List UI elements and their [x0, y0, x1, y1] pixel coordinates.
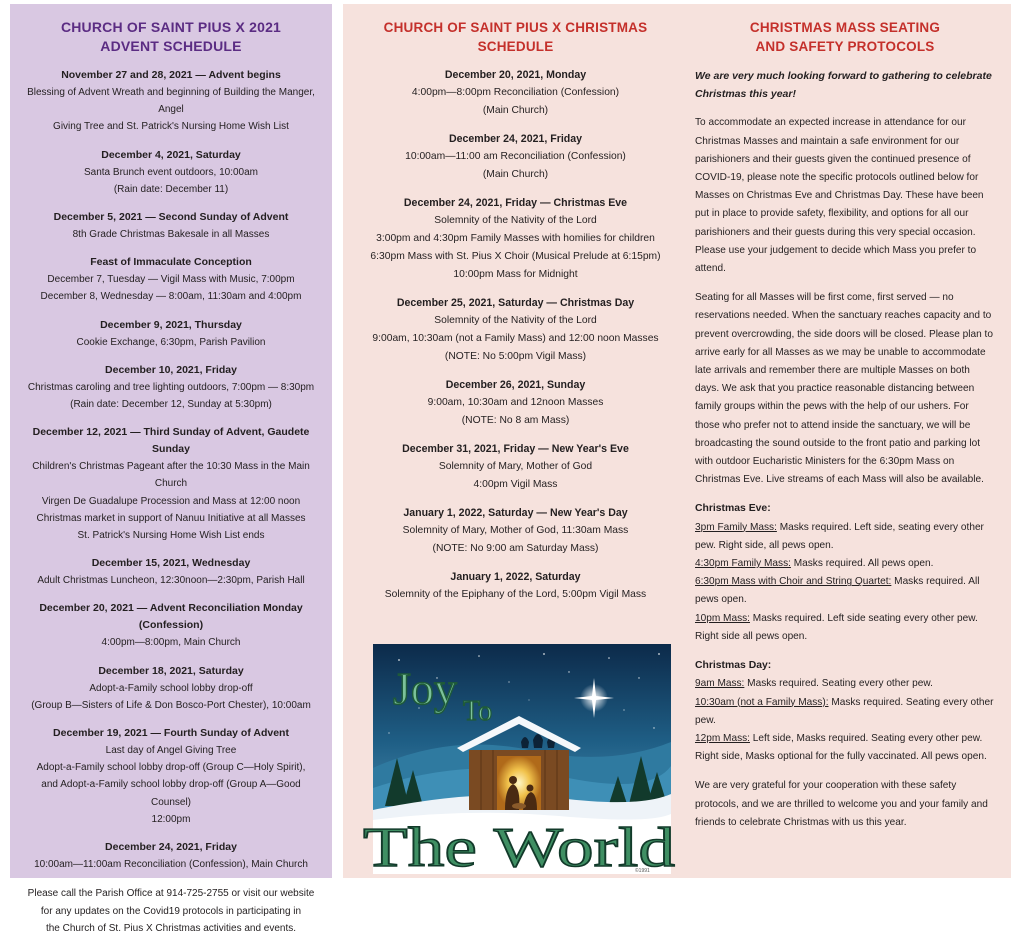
advent-title: [20, 18, 322, 56]
entry-detail-line: (NOTE: No 5:00pm Vigil Mass): [444, 351, 587, 362]
entry-detail-line: (Rain date: December 12, Sunday at 5:30pm): [70, 399, 272, 411]
entry-detail-line: (Main Church): [482, 105, 549, 116]
entry-detail-line: Solemnity of the Nativity of the Lord: [434, 215, 597, 226]
entry-detail-line: (Rain date: December 11): [113, 183, 229, 195]
contact-line: Please call the Parish Office at 914-725-2755 or visit our website: [27, 888, 315, 900]
mass-seating-rule: [695, 519, 995, 555]
mass-seating-details: Masks required. Left side seating every other pew. Right side all pews open.: [695, 612, 978, 642]
mass-seating-details: Masks required. All pews open.: [790, 558, 934, 570]
copyright-mark: ©1991: [635, 868, 650, 874]
word-the-world: The World: [363, 817, 675, 879]
christmas-schedule-list: [353, 66, 678, 604]
entry-detail-line: Adopt-a-Family school lobby drop-off: [89, 682, 253, 694]
advent-title-line1: CHURCH OF SAINT PIUS X 2021: [60, 19, 282, 35]
mass-time-label: 10pm Mass:: [695, 612, 750, 624]
mass-seating-details: Masks required. Seating every other pew.: [695, 696, 994, 726]
christmas-schedule-title: CHURCH OF SAINT PIUS X CHRISTMAS SCHEDULE: [383, 20, 648, 54]
mass-seating-details: Left side, Masks required. Seating every other pew. Right side, Masks optional for the fully vaccinated. All pews open.: [695, 732, 987, 763]
entry-detail-line: (Main Church): [482, 169, 549, 180]
entry-detail-line: Solemnity of the Epiphany of the Lord, 5:00pm Vigil Mass: [384, 589, 647, 600]
entry-date-heading: December 24, 2021, Friday — Christmas Eve: [403, 197, 628, 209]
entry-detail-line: 4:00pm—8:00pm Reconciliation (Confession): [411, 87, 620, 98]
entry-detail-line: Children's Christmas Pageant after the 10:30 Mass in the Main Church: [32, 461, 310, 490]
entry-date-heading: December 10, 2021, Friday: [105, 363, 237, 376]
safety-protocols-column: [695, 18, 995, 843]
word-joy: Joy: [393, 663, 457, 714]
mass-seating-rule: [695, 730, 995, 766]
schedule-entry: [20, 725, 322, 828]
mass-seating-rule: [695, 555, 995, 573]
entry-detail-line: Christmas caroling and tree lighting outdoors, 7:00pm — 8:30pm: [27, 381, 315, 393]
entry-date-heading: December 18, 2021, Saturday: [98, 664, 244, 677]
entry-date-heading: January 1, 2022, Saturday: [450, 571, 581, 583]
entry-date-heading: December 19, 2021 — Fourth Sunday of Advent: [53, 727, 289, 740]
entry-detail-line: and Adopt-a-Family school lobby drop-off (Group A—Good Counsel): [41, 779, 301, 808]
entry-detail-line: (Group B—Sisters of Life & Don Bosco-Port Chester), 10:00am: [31, 699, 311, 711]
entry-detail-line: Solemnity of the Nativity of the Lord: [434, 315, 597, 326]
entry-detail-line: 10:00am—11:00 am Reconciliation (Confession): [405, 151, 626, 162]
entry-detail-line: (NOTE: No 9:00 am Saturday Mass): [432, 543, 599, 554]
contact-line: for any updates on the Covid19 protocols in participating in: [40, 905, 302, 917]
entry-date-heading: December 12, 2021 — Third Sunday of Advent, Gaudete Sunday: [32, 426, 310, 456]
mass-seating-rule: [695, 694, 995, 730]
mass-time-label: 4:30pm Family Mass:: [695, 558, 791, 570]
entry-date-heading: December 20, 2021, Monday: [444, 69, 587, 81]
schedule-entry: [20, 555, 322, 589]
protocols-closing: We are very grateful for your cooperation with these safety protocols, and we are thrilled to welcome you and your family and friends to celebrate Christmas with us this year.: [695, 780, 988, 828]
entry-detail-line: Adult Christmas Luncheon, 12:30noon—2:30pm, Parish Hall: [37, 575, 305, 587]
christmas-panel: [343, 4, 1011, 878]
entry-detail-line: Virgen De Guadalupe Procession and Mass at 12:00 noon: [41, 495, 301, 507]
entry-date-heading: November 27 and 28, 2021 — Advent begins: [61, 69, 281, 81]
word-to: To: [463, 696, 493, 727]
entry-detail-line: 4:00pm—8:00pm, Main Church: [101, 637, 241, 649]
nativity-scene-image: [359, 638, 679, 879]
mass-time-label: 12pm Mass:: [695, 732, 750, 744]
entry-detail-line: 6:30pm Mass with St. Pius X Choir (Musical Prelude at 6:15pm): [370, 251, 661, 262]
schedule-entry: [20, 600, 322, 651]
entry-detail-line: 10:00am—11:00am Reconciliation (Confession), Main Church: [34, 859, 308, 871]
protocols-paragraph-seating: Seating for all Masses will be first come, first served — no reservations needed. When the sanctuary reaches capacity and to prevent overcrowding, the side doors will be closed. Please plan to arrive early for all Masses as we may be unable to accommodate late arrivals and remember there are multiple Masses on both days. We ask that you practice reasonable distancing between family groups within the pews with the help of our ushers. For those who prefer not to attend inside the sanctuary, we will be broadcasting the sound outside to the front patio and parking lot with outdoor Eucharistic Ministers for the 6:30pm Mass on Christmas Eve. Live streams of each Mass will also be available.: [695, 292, 993, 486]
advent-schedule-panel: [10, 4, 332, 935]
protocols-title-line1: CHRISTMAS MASS SEATING: [749, 20, 941, 35]
mass-seating-details: Masks required. Seating every other pew.: [744, 678, 933, 690]
entry-date-heading: December 26, 2021, Sunday: [445, 379, 586, 391]
advent-contact-note: [20, 885, 322, 938]
christmas-day-mass-list: [695, 675, 995, 766]
schedule-entry: [20, 663, 322, 714]
schedule-entry: [20, 254, 322, 305]
protocols-intro: We are very much looking forward to gathering to celebrate Christmas this year!: [695, 70, 992, 101]
entry-detail-line: Santa Brunch event outdoors, 10:00am: [83, 166, 258, 178]
entry-detail-line: Last day of Angel Giving Tree: [105, 745, 237, 757]
christmas-eve-mass-list: [695, 519, 995, 646]
mass-time-label: 3pm Family Mass:: [695, 521, 777, 533]
entry-detail-line: 9:00am, 10:30am and 12noon Masses: [427, 397, 604, 408]
entry-detail-line: 12:00pm: [151, 813, 191, 825]
entry-date-heading: December 15, 2021, Wednesday: [91, 557, 251, 570]
entry-detail-line: Christmas market in support of Nanuu Initiative at all Masses: [36, 512, 306, 524]
entry-date-heading: December 5, 2021 — Second Sunday of Advent: [53, 211, 289, 224]
mass-seating-details: Masks required. Left side, seating every other pew. Right side, all pews open.: [695, 521, 984, 551]
entry-detail-line: December 8, Wednesday — 8:00am, 11:30am and 4:00pm: [40, 291, 302, 303]
entry-date-heading: December 24, 2021, Friday: [448, 133, 583, 145]
schedule-entry: [353, 130, 678, 184]
schedule-entry: [353, 194, 678, 284]
schedule-entry: [353, 504, 678, 558]
schedule-entry: [353, 568, 678, 604]
mass-time-label: 10:30am (not a Family Mass):: [695, 696, 829, 708]
entry-date-heading: January 1, 2022, Saturday — New Year's Day: [403, 507, 628, 519]
schedule-entry: [20, 147, 322, 198]
schedule-entry: [20, 839, 322, 873]
entry-date-heading: December 25, 2021, Saturday — Christmas Day: [396, 297, 635, 309]
protocols-body: [695, 67, 995, 832]
schedule-entry: [353, 66, 678, 120]
entry-detail-line: Giving Tree and St. Patrick's Nursing Home Wish List: [53, 121, 289, 133]
mass-time-label: 9am Mass:: [695, 678, 745, 690]
entry-detail-line: Cookie Exchange, 6:30pm, Parish Pavilion: [76, 336, 266, 348]
entry-detail-line: Blessing of Advent Wreath and beginning of Building the Manger, Angel: [27, 87, 315, 116]
christmas-eve-heading: Christmas Eve:: [695, 503, 771, 515]
schedule-entry: [20, 362, 322, 413]
advent-title-line2: ADVENT SCHEDULE: [100, 38, 242, 54]
schedule-entry: [20, 424, 322, 544]
entry-date-heading: December 24, 2021, Friday: [105, 841, 237, 854]
protocols-title-line2: AND SAFETY PROTOCOLS: [755, 39, 935, 54]
schedule-entry: [20, 209, 322, 243]
entry-date-heading: December 20, 2021 — Advent Reconciliation Monday (Confession): [39, 602, 303, 632]
christmas-schedule-column: [353, 18, 678, 604]
entry-detail-line: 4:00pm Vigil Mass: [473, 479, 558, 490]
entry-date-heading: Feast of Immaculate Conception: [90, 256, 252, 269]
christmas-eve-seating: [695, 500, 995, 646]
entry-detail-line: Adopt-a-Family school lobby drop-off (Group C—Holy Spirit),: [36, 762, 306, 774]
entry-detail-line: 9:00am, 10:30am (not a Family Mass) and 12:00 noon Masses: [372, 333, 659, 344]
entry-detail-line: 8th Grade Christmas Bakesale in all Masses: [72, 229, 270, 241]
joy-to-the-world-illustration: [359, 638, 679, 879]
entry-date-heading: December 9, 2021, Thursday: [100, 318, 242, 331]
entry-date-heading: December 31, 2021, Friday — New Year's Eve: [402, 443, 629, 455]
mass-seating-rule: [695, 573, 995, 609]
schedule-entry: [353, 440, 678, 494]
entry-detail-line: Solemnity of Mary, Mother of God, 11:30am Mass: [402, 525, 629, 536]
protocols-paragraph-accommodate: To accommodate an expected increase in attendance for our Christmas Masses and maintain a safe environment for our parishioners and their guests given the continued presence of COVID-19, please note the specific protocols outlined below for Masses on Christmas Eve and Christmas Day. These have been put in place to provide safety, flexibility, and options for all our parishioners and their guests during this very special occasion. Please use your judgement to decide which Mass you prefer to attend.: [695, 117, 984, 275]
schedule-entry: [20, 317, 322, 351]
mass-time-label: 6:30pm Mass with Choir and String Quartet:: [695, 576, 892, 588]
entry-detail-line: St. Patrick's Nursing Home Wish List ends: [77, 530, 265, 542]
christmas-day-seating: [695, 657, 995, 766]
entry-detail-line: Solemnity of Mary, Mother of God: [438, 461, 593, 472]
schedule-entry: [353, 376, 678, 430]
entry-detail-line: (NOTE: No 8 am Mass): [461, 415, 570, 426]
mass-seating-rule: [695, 610, 995, 646]
entry-detail-line: 10:00pm Mass for Midnight: [453, 269, 578, 280]
advent-event-list: [20, 67, 322, 873]
mass-seating-rule: [695, 675, 995, 693]
schedule-entry: [353, 294, 678, 366]
mass-seating-details: Masks required. All pews open.: [695, 576, 980, 606]
entry-detail-line: 3:00pm and 4:30pm Family Masses with homilies for children: [376, 233, 655, 244]
christmas-day-heading: Christmas Day:: [695, 660, 772, 672]
contact-line: the Church of St. Pius X Christmas activities and events.: [45, 923, 297, 935]
entry-detail-line: December 7, Tuesday — Vigil Mass with Music, 7:00pm: [47, 274, 295, 286]
schedule-entry: [20, 67, 322, 136]
protocols-title: [695, 18, 995, 56]
entry-date-heading: December 4, 2021, Saturday: [101, 148, 241, 161]
